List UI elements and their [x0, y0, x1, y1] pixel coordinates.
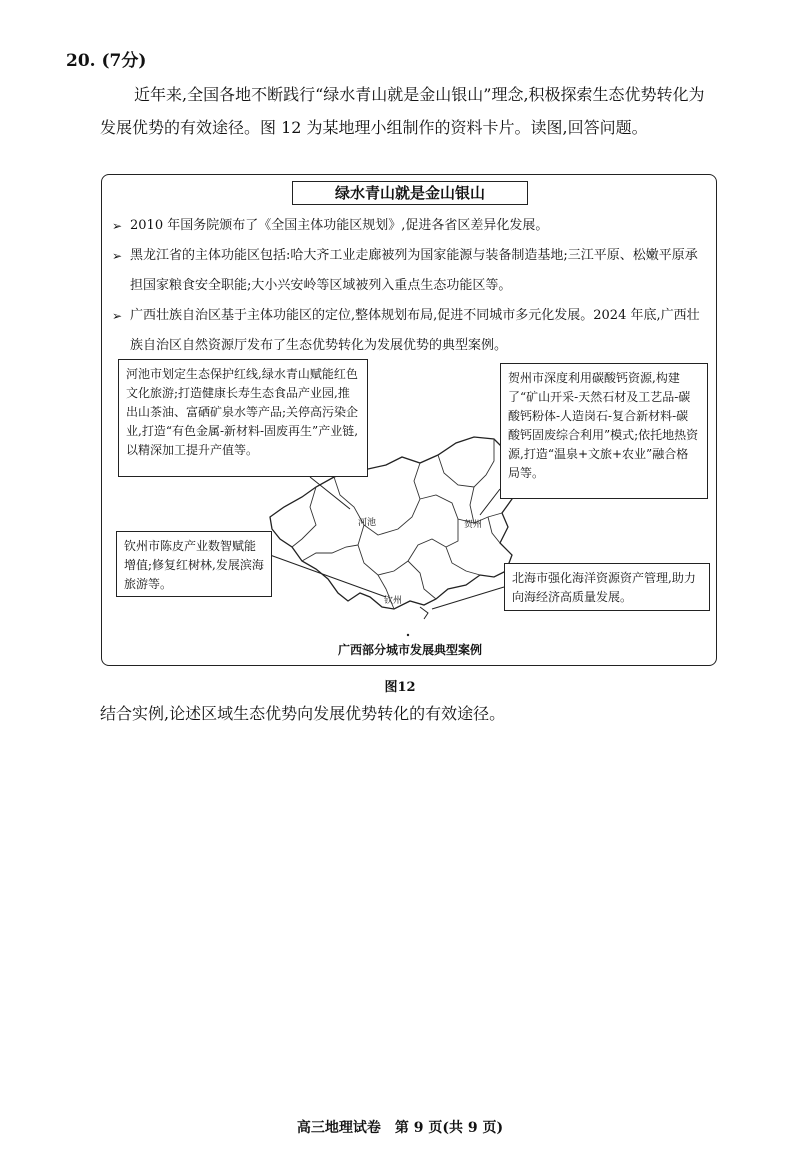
- intro-paragraph: 近年来,全国各地不断践行“绿水青山就是金山银山”理念,积极探索生态优势转化为发展优势的有效途径。图 12 为某地理小组制作的资料卡片。读图,回答问题。: [100, 85, 705, 137]
- coast-mark: [420, 607, 428, 619]
- resource-card: [101, 174, 717, 666]
- map-boundary: [302, 545, 358, 561]
- callout-beihai: 北海市强化海洋资源资产管理,助力向海经济高质量发展。: [504, 563, 710, 611]
- intro-text: [100, 78, 720, 144]
- arrow-bullet-icon: ➢: [112, 219, 123, 233]
- question-text: 结合实例,论述区域生态优势向发展优势转化的有效途径。: [100, 704, 506, 723]
- map-boundary: [488, 517, 500, 543]
- page-footer: 高三地理试卷 第 9 页(共 9 页): [296, 1120, 504, 1136]
- leader-line-hechi: [310, 477, 350, 509]
- callout-hezhou: 贺州市深度利用碳酸钙资源,构建了“矿山开采-天然石材及工艺品-碳酸钙粉体-人造岗石-复合新材料-碳酸钙固废综合利用”模式;依托地热资源,打造“温泉+文旅+农业”融合格局等。: [500, 363, 708, 499]
- leader-line-beihai: [432, 587, 504, 609]
- map-boundary: [408, 561, 436, 599]
- card-title: 绿水青山就是金山银山: [292, 181, 528, 205]
- bullet-text: 黑龙江省的主体功能区包括:哈大齐工业走廊被列为国家能源与装备制造基地;三江平原、松嫩平原承担国家粮食安全职能;大小兴安岭等区域被列入重点生态功能区等。: [130, 248, 698, 293]
- leader-line-qinzhou: [270, 555, 386, 597]
- map-boundary: [438, 439, 494, 487]
- map-label-qinzhou: 钦州: [384, 596, 403, 606]
- figure-label: 图12: [384, 680, 416, 695]
- map-caption: 广西部分城市发展典型案例: [337, 643, 482, 657]
- arrow-bullet-icon: ➢: [112, 309, 123, 323]
- bullet-text: 广西壮族自治区基于主体功能区的定位,整体规划布局,促进不同城市多元化发展。2024 年底,广西壮族自治区自然资源厅发布了生态优势转化为发展优势的典型案例。: [130, 308, 700, 353]
- map-boundary: [446, 547, 480, 575]
- map-label-hezhou: 贺州: [464, 520, 483, 530]
- map-boundary: [420, 495, 502, 523]
- callout-qinzhou: 钦州市陈皮产业数智赋能增值;修复红树林,发展滨海旅游等。: [116, 531, 272, 597]
- map-label-hechi: 河池: [358, 518, 377, 528]
- question-number: 20. (7分): [66, 51, 147, 71]
- arrow-bullet-icon: ➢: [112, 249, 123, 263]
- leader-line-hezhou: [480, 489, 500, 515]
- bullet-text: 2010 年国务院颁布了《全国主体功能区规划》,促进各省区差异化发展。: [130, 218, 549, 233]
- map-boundary: [470, 487, 474, 523]
- island-mark: [407, 634, 409, 636]
- callout-hechi: 河池市划定生态保护红线,绿水青山赋能红色文化旅游;打造健康长寿生态食品产业园,推出山茶油、富硒矿泉水等产品;关停高污染企业,打造“有色金属-新材料-固废再生”产业链,以精深加工提升产值等。: [118, 359, 368, 477]
